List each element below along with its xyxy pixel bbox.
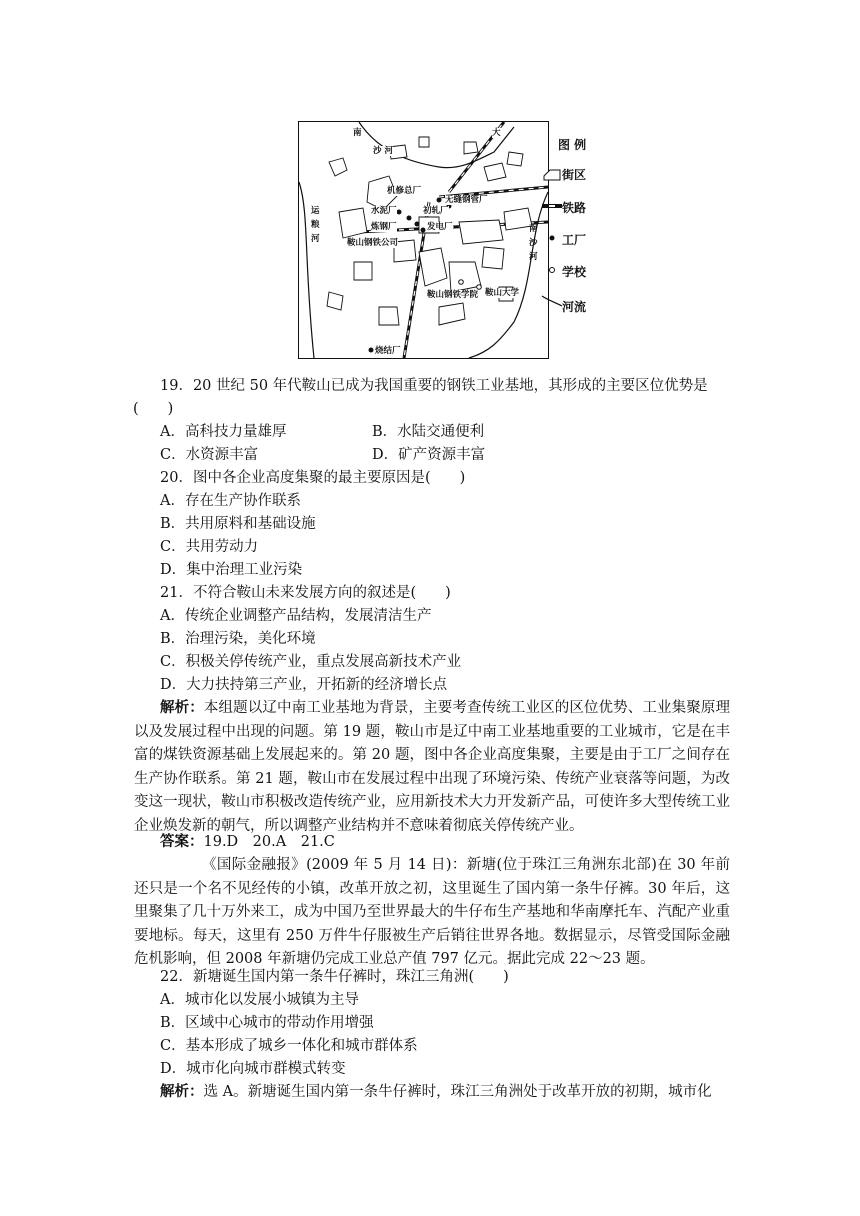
factory-label-sintering: 烧结厂 [375,346,401,356]
analysis-1-label: 解析： [160,699,204,716]
map-legend [540,132,630,332]
q21-option-d: D．大力扶持第三产业，开拓新的经济增长点 [160,677,448,693]
answer-1 [160,831,335,853]
factory-label-machine-repair: 机修总厂 [387,186,422,196]
legend-item-factory: 工厂 [562,233,587,247]
school-label-steel-institute: 鞍山钢铁学院 [427,290,479,300]
legend-item-railway: 铁路 [562,201,587,215]
q19-option-a: A．高科技力量雄厚 [160,424,287,440]
q22-option-b: B．区域中心城市的带动作用增强 [160,1015,374,1031]
q19-stem: 19．20 世纪 50 年代鞍山已成为我国重要的钢铁工业基地，其形成的主要区位优势是 [160,378,708,394]
factory-label-seamless-pipe: 无缝钢管厂 [445,195,488,205]
canal-label: 运 粮 河 [311,206,320,244]
q20-stem: 20．图中各企业高度集聚的最主要原因是( ) [160,470,466,486]
answer-1-text: 19.D 20.A 21.C [203,834,335,850]
anshan-map [298,121,549,359]
factory-label-steelmaking: 炼钢厂 [371,222,397,232]
factory-label-blooming-mill: 初轧厂 [423,206,449,216]
railway-tag-label: 大 [492,128,501,138]
legend-item-river: 河流 [562,300,587,314]
legend-item-blocks: 街区 [562,168,587,182]
q21-stem: 21．不符合鞍山未来发展方向的叙述是( ) [160,585,451,601]
school-label-anshan-university: 鞍山大学 [485,288,520,298]
factory-label-power-plant: 发电厂 [427,222,453,232]
factory-label-cement: 水泥厂 [371,206,397,216]
q19-bracket: ( ) [133,401,174,417]
q21-option-c: C．积极关停传统产业，重点发展高新技术产业 [160,654,462,670]
analysis-2-text: 选 A。新塘诞生国内第一条牛仔裤时，珠江三角洲处于改革开放的初期，城市化 [203,1084,712,1100]
q20-option-b: B．共用原料和基础设施 [160,516,316,532]
q22-option-d: D．城市化向城市群模式转变 [160,1061,346,1077]
q22-stem: 22．新塘诞生国内第一条牛仔裤时，珠江三角洲( ) [160,969,509,985]
q20-option-d: D．集中治理工业污染 [160,562,303,578]
legend-school-icon [550,268,555,273]
q19-option-b: B．水陆交通便利 [372,424,485,440]
analysis-2-label: 解析： [160,1083,204,1100]
map-drawing [299,122,548,358]
river-label-north-2: 沙 河 [373,146,393,156]
answer-1-label: 答案： [160,833,204,850]
q21-option-b: B．治理污染，美化环境 [160,631,316,647]
legend-river-icon [542,296,562,306]
q20-option-a: A．存在生产协作联系 [160,493,301,509]
factory-label-anshan-steel: 鞍山钢铁公司 [347,238,399,248]
legend-block-icon [544,170,560,180]
q22-option-c: C．基本形成了城乡一体化和城市群体系 [160,1038,418,1054]
river-label-north: 南 [353,128,362,138]
legend-factory-icon [550,236,555,241]
q19-option-c: C．水资源丰富 [160,447,259,463]
analysis-1-text: 本组题以辽中南工业基地为背景，主要考查传统工业区的区位优势、工业集聚原理以及发展过程中出现的问题。第 19 题，鞍山市是辽中南工业基地重要的工业城市，它是在丰富的煤铁资源基础上发展起来的。第 20 题，图中各企业高度集聚，主要是由于工厂之间存在生产协作联系。第 21 题，鞍山市在发展过程中出现了环境污染、传统产业衰落等问题，为改变这一现状，鞍山市积极改造传统产业，应用新技术大力开发新产品，可使许多大型传统工业企业焕发新的朝气，所以调整产业结构并不意味着彻底关停传统产业。 [134,700,731,834]
legend-title: 图 例 [558,138,587,152]
q22-option-a: A．城市化以发展小城镇为主导 [160,992,359,1008]
passage: 《国际金融报》(2009 年 5 月 14 日)：新塘(位于珠江三角洲东北部)在 30 年前还只是一个名不见经传的小镇，改革开放之初，这里诞生了国内第一条牛仔裤。30 年后，这里聚集了几十万外来工，成为中国乃至世界最大的牛仔布生产基地和华南摩托车、汽配产业重要地标。每天，这里有 250 万件牛仔服被生产后销往世界各地。数据显示，尽管受国际金融危机影响，但 2008 年新塘仍完成工业总产值 797 亿元。据此完成 22～23 题。 [134,857,730,967]
river-label-east: 南 沙 河 [529,224,538,262]
legend-item-school: 学校 [562,265,587,279]
q19-option-d: D．矿产资源丰富 [372,447,486,463]
q20-option-c: C．共用劳动力 [160,539,259,555]
analysis-2 [160,1081,712,1103]
q21-option-a: A．传统企业调整产品结构，发展清洁生产 [160,608,432,624]
analysis-1 [134,696,730,838]
